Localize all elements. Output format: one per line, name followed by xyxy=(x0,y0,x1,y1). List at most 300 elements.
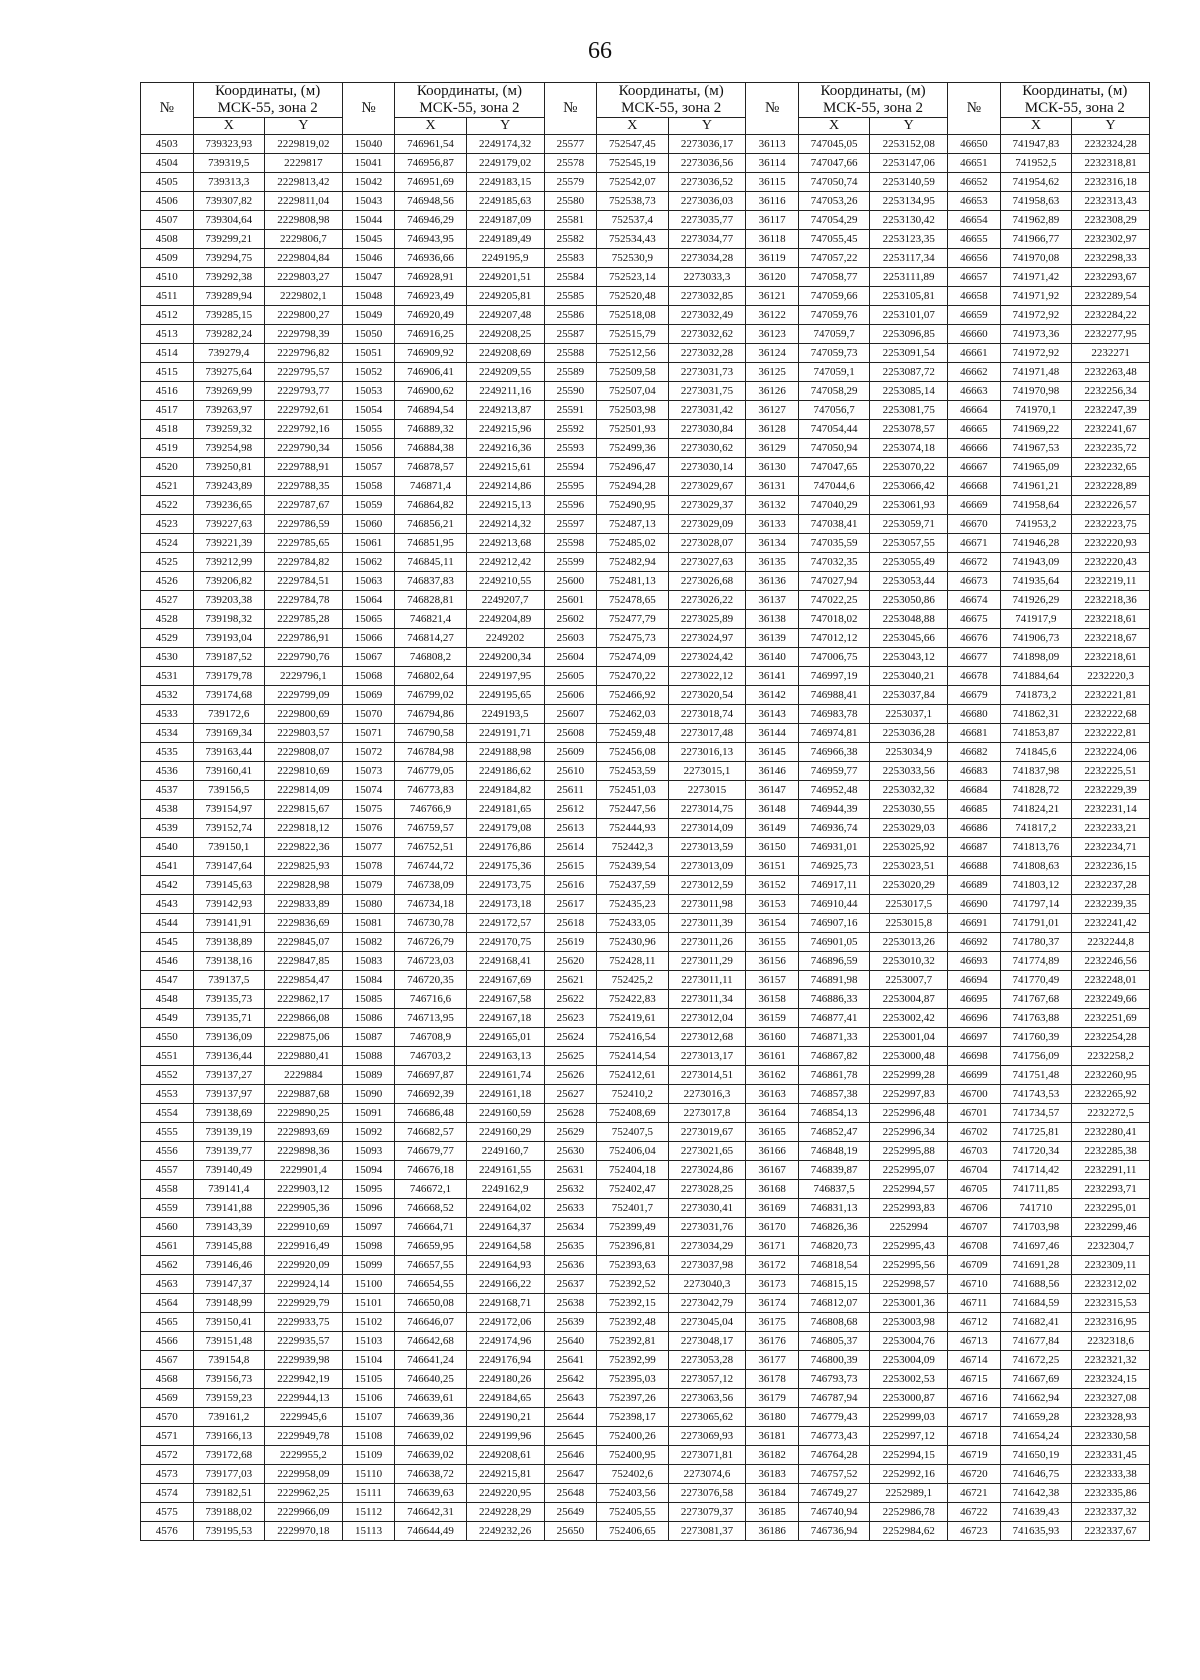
point-number-cell: 36145 xyxy=(746,743,799,762)
point-number-cell: 15097 xyxy=(342,1218,395,1237)
point-number-cell: 25616 xyxy=(544,876,597,895)
y-coordinate-cell: 2273016,3 xyxy=(668,1085,746,1104)
x-coordinate-cell: 741808,63 xyxy=(1000,857,1071,876)
point-number-cell: 4553 xyxy=(141,1085,194,1104)
y-coordinate-cell: 2232256,34 xyxy=(1072,382,1150,401)
y-coordinate-cell: 2232331,45 xyxy=(1072,1446,1150,1465)
table-row xyxy=(141,1484,1150,1503)
table-row xyxy=(141,800,1150,819)
x-coordinate-cell: 741824,21 xyxy=(1000,800,1071,819)
x-coordinate-cell: 741817,2 xyxy=(1000,819,1071,838)
y-coordinate-cell: 2229817 xyxy=(265,154,343,173)
point-number-cell: 15090 xyxy=(342,1085,395,1104)
point-number-cell: 25646 xyxy=(544,1446,597,1465)
point-number-cell: 4537 xyxy=(141,781,194,800)
table-row xyxy=(141,819,1150,838)
y-coordinate-cell: 2229785,28 xyxy=(265,610,343,629)
point-number-cell: 15104 xyxy=(342,1351,395,1370)
point-number-cell: 25638 xyxy=(544,1294,597,1313)
y-coordinate-cell: 2232302,97 xyxy=(1072,230,1150,249)
point-number-cell: 46684 xyxy=(948,781,1001,800)
y-coordinate-cell: 2253147,06 xyxy=(870,154,948,173)
point-number-cell: 46713 xyxy=(948,1332,1001,1351)
x-coordinate-cell: 746906,41 xyxy=(395,363,466,382)
point-number-cell: 36157 xyxy=(746,971,799,990)
x-coordinate-cell: 746946,29 xyxy=(395,211,466,230)
point-number-cell: 4523 xyxy=(141,515,194,534)
x-coordinate-cell: 741691,28 xyxy=(1000,1256,1071,1275)
x-coordinate-cell: 746952,48 xyxy=(798,781,869,800)
point-number-cell: 4530 xyxy=(141,648,194,667)
y-coordinate-cell: 2252999,28 xyxy=(870,1066,948,1085)
y-coordinate-cell: 2253017,5 xyxy=(870,895,948,914)
y-coordinate-cell: 2232260,95 xyxy=(1072,1066,1150,1085)
y-coordinate-cell: 2249180,26 xyxy=(466,1370,544,1389)
y-coordinate-cell: 2252997,83 xyxy=(870,1085,948,1104)
y-coordinate-cell: 2273026,68 xyxy=(668,572,746,591)
point-number-cell: 25634 xyxy=(544,1218,597,1237)
y-coordinate-cell: 2232218,61 xyxy=(1072,648,1150,667)
y-coordinate-cell: 2253029,03 xyxy=(870,819,948,838)
y-coordinate-cell: 2273029,09 xyxy=(668,515,746,534)
y-coordinate-cell: 2253037,84 xyxy=(870,686,948,705)
y-coordinate-cell: 2253053,44 xyxy=(870,572,948,591)
x-coordinate-cell: 746657,55 xyxy=(395,1256,466,1275)
y-coordinate-cell: 2273034,29 xyxy=(668,1237,746,1256)
y-coordinate-cell: 2249181,65 xyxy=(466,800,544,819)
x-coordinate-cell: 741720,34 xyxy=(1000,1142,1071,1161)
x-coordinate-cell: 752392,99 xyxy=(597,1351,668,1370)
table-row xyxy=(141,1427,1150,1446)
y-coordinate-cell: 2249184,65 xyxy=(466,1389,544,1408)
point-number-cell: 4540 xyxy=(141,838,194,857)
point-number-cell: 25612 xyxy=(544,800,597,819)
x-coordinate-cell: 752523,14 xyxy=(597,268,668,287)
y-coordinate-cell: 2232220,93 xyxy=(1072,534,1150,553)
point-number-cell: 25632 xyxy=(544,1180,597,1199)
x-coordinate-cell: 752395,03 xyxy=(597,1370,668,1389)
y-coordinate-cell: 2273032,85 xyxy=(668,287,746,306)
y-coordinate-cell: 2232218,61 xyxy=(1072,610,1150,629)
x-coordinate-cell: 739148,99 xyxy=(193,1294,264,1313)
point-number-cell: 25630 xyxy=(544,1142,597,1161)
point-number-cell: 46705 xyxy=(948,1180,1001,1199)
y-coordinate-cell: 2273014,09 xyxy=(668,819,746,838)
table-row xyxy=(141,971,1150,990)
y-coordinate-cell: 2232233,21 xyxy=(1072,819,1150,838)
point-number-cell: 25635 xyxy=(544,1237,597,1256)
x-coordinate-cell: 739259,32 xyxy=(193,420,264,439)
x-coordinate-cell: 741667,69 xyxy=(1000,1370,1071,1389)
table-row xyxy=(141,572,1150,591)
point-number-cell: 15061 xyxy=(342,534,395,553)
point-number-cell: 25582 xyxy=(544,230,597,249)
point-number-cell: 36150 xyxy=(746,838,799,857)
y-coordinate-cell: 2249166,22 xyxy=(466,1275,544,1294)
point-number-cell: 25580 xyxy=(544,192,597,211)
y-coordinate-cell: 2253048,88 xyxy=(870,610,948,629)
point-number-cell: 36123 xyxy=(746,325,799,344)
x-coordinate-cell: 741935,64 xyxy=(1000,572,1071,591)
y-coordinate-cell: 2273027,63 xyxy=(668,553,746,572)
point-number-cell: 46673 xyxy=(948,572,1001,591)
table-row xyxy=(141,724,1150,743)
x-coordinate-cell: 746983,78 xyxy=(798,705,869,724)
y-coordinate-cell: 2232218,36 xyxy=(1072,591,1150,610)
x-coordinate-cell: 747040,29 xyxy=(798,496,869,515)
point-number-cell: 15102 xyxy=(342,1313,395,1332)
x-coordinate-cell: 752435,23 xyxy=(597,895,668,914)
y-coordinate-cell: 2229818,12 xyxy=(265,819,343,838)
header-coordinates-cell xyxy=(597,83,746,118)
y-coordinate-cell: 2232218,67 xyxy=(1072,629,1150,648)
x-coordinate-cell: 747059,66 xyxy=(798,287,869,306)
x-coordinate-cell: 746734,18 xyxy=(395,895,466,914)
y-coordinate-cell: 2253140,59 xyxy=(870,173,948,192)
point-number-cell: 15040 xyxy=(342,135,395,154)
x-coordinate-cell: 752400,95 xyxy=(597,1446,668,1465)
y-coordinate-cell: 2249209,55 xyxy=(466,363,544,382)
x-coordinate-cell: 739172,68 xyxy=(193,1446,264,1465)
y-coordinate-cell: 2229828,98 xyxy=(265,876,343,895)
y-coordinate-cell: 2273081,37 xyxy=(668,1522,746,1541)
y-coordinate-cell: 2232254,28 xyxy=(1072,1028,1150,1047)
x-coordinate-cell: 747056,7 xyxy=(798,401,869,420)
y-coordinate-cell: 2249197,95 xyxy=(466,667,544,686)
x-coordinate-cell: 741662,94 xyxy=(1000,1389,1071,1408)
x-coordinate-cell: 739138,69 xyxy=(193,1104,264,1123)
header-coord-line2: МСК-55, зона 2 xyxy=(1024,100,1125,116)
table-row xyxy=(141,135,1150,154)
x-coordinate-cell: 739161,2 xyxy=(193,1408,264,1427)
point-number-cell: 46650 xyxy=(948,135,1001,154)
y-coordinate-cell: 2252995,07 xyxy=(870,1161,948,1180)
y-coordinate-cell: 2252993,83 xyxy=(870,1199,948,1218)
point-number-cell: 36164 xyxy=(746,1104,799,1123)
x-coordinate-cell: 741763,88 xyxy=(1000,1009,1071,1028)
table-row xyxy=(141,990,1150,1009)
point-number-cell: 15075 xyxy=(342,800,395,819)
table-row xyxy=(141,591,1150,610)
point-number-cell: 25609 xyxy=(544,743,597,762)
y-coordinate-cell: 2249174,96 xyxy=(466,1332,544,1351)
y-coordinate-cell: 2253101,07 xyxy=(870,306,948,325)
x-coordinate-cell: 746891,98 xyxy=(798,971,869,990)
point-number-cell: 4573 xyxy=(141,1465,194,1484)
x-coordinate-cell: 739136,44 xyxy=(193,1047,264,1066)
y-coordinate-cell: 2249200,34 xyxy=(466,648,544,667)
y-coordinate-cell: 2249168,41 xyxy=(466,952,544,971)
y-coordinate-cell: 2273012,04 xyxy=(668,1009,746,1028)
y-coordinate-cell: 2229825,93 xyxy=(265,857,343,876)
y-coordinate-cell: 2232327,08 xyxy=(1072,1389,1150,1408)
x-coordinate-cell: 746974,81 xyxy=(798,724,869,743)
x-coordinate-cell: 746854,13 xyxy=(798,1104,869,1123)
y-coordinate-cell: 2229814,09 xyxy=(265,781,343,800)
y-coordinate-cell: 2253050,86 xyxy=(870,591,948,610)
point-number-cell: 15084 xyxy=(342,971,395,990)
point-number-cell: 25650 xyxy=(544,1522,597,1541)
x-coordinate-cell: 739141,4 xyxy=(193,1180,264,1199)
table-row xyxy=(141,1313,1150,1332)
point-number-cell: 46658 xyxy=(948,287,1001,306)
y-coordinate-cell: 2232324,15 xyxy=(1072,1370,1150,1389)
x-coordinate-cell: 739289,94 xyxy=(193,287,264,306)
header-y-cell: Y xyxy=(466,118,544,135)
x-coordinate-cell: 739299,21 xyxy=(193,230,264,249)
point-number-cell: 46659 xyxy=(948,306,1001,325)
y-coordinate-cell: 2273030,62 xyxy=(668,439,746,458)
point-number-cell: 25614 xyxy=(544,838,597,857)
y-coordinate-cell: 2232293,67 xyxy=(1072,268,1150,287)
x-coordinate-cell: 741953,2 xyxy=(1000,515,1071,534)
x-coordinate-cell: 752401,7 xyxy=(597,1199,668,1218)
x-coordinate-cell: 739269,99 xyxy=(193,382,264,401)
y-coordinate-cell: 2252989,1 xyxy=(870,1484,948,1503)
x-coordinate-cell: 739212,99 xyxy=(193,553,264,572)
point-number-cell: 46718 xyxy=(948,1427,1001,1446)
x-coordinate-cell: 752433,05 xyxy=(597,914,668,933)
x-coordinate-cell: 752442,3 xyxy=(597,838,668,857)
point-number-cell: 46662 xyxy=(948,363,1001,382)
x-coordinate-cell: 746749,27 xyxy=(798,1484,869,1503)
point-number-cell: 15092 xyxy=(342,1123,395,1142)
point-number-cell: 36121 xyxy=(746,287,799,306)
y-coordinate-cell: 2229806,7 xyxy=(265,230,343,249)
x-coordinate-cell: 741780,37 xyxy=(1000,933,1071,952)
point-number-cell: 25628 xyxy=(544,1104,597,1123)
point-number-cell: 36122 xyxy=(746,306,799,325)
x-coordinate-cell: 752405,55 xyxy=(597,1503,668,1522)
point-number-cell: 4535 xyxy=(141,743,194,762)
point-number-cell: 15073 xyxy=(342,762,395,781)
y-coordinate-cell: 2273034,77 xyxy=(668,230,746,249)
table-row xyxy=(141,1522,1150,1541)
point-number-cell: 46720 xyxy=(948,1465,1001,1484)
x-coordinate-cell: 752444,93 xyxy=(597,819,668,838)
x-coordinate-cell: 746894,54 xyxy=(395,401,466,420)
y-coordinate-cell: 2232318,6 xyxy=(1072,1332,1150,1351)
y-coordinate-cell: 2249214,32 xyxy=(466,515,544,534)
point-number-cell: 4538 xyxy=(141,800,194,819)
point-number-cell: 15052 xyxy=(342,363,395,382)
point-number-cell: 46719 xyxy=(948,1446,1001,1465)
x-coordinate-cell: 752402,6 xyxy=(597,1465,668,1484)
point-number-cell: 46698 xyxy=(948,1047,1001,1066)
x-coordinate-cell: 746672,1 xyxy=(395,1180,466,1199)
point-number-cell: 25588 xyxy=(544,344,597,363)
x-coordinate-cell: 741961,21 xyxy=(1000,477,1071,496)
y-coordinate-cell: 2253000,87 xyxy=(870,1389,948,1408)
table-row xyxy=(141,458,1150,477)
y-coordinate-cell: 2229884 xyxy=(265,1066,343,1085)
y-coordinate-cell: 2273011,34 xyxy=(668,990,746,1009)
x-coordinate-cell: 747054,29 xyxy=(798,211,869,230)
y-coordinate-cell: 2232337,32 xyxy=(1072,1503,1150,1522)
x-coordinate-cell: 746720,35 xyxy=(395,971,466,990)
point-number-cell: 15106 xyxy=(342,1389,395,1408)
point-number-cell: 46678 xyxy=(948,667,1001,686)
point-number-cell: 4555 xyxy=(141,1123,194,1142)
point-number-cell: 4547 xyxy=(141,971,194,990)
y-coordinate-cell: 2232291,11 xyxy=(1072,1161,1150,1180)
point-number-cell: 46669 xyxy=(948,496,1001,515)
x-coordinate-cell: 752447,56 xyxy=(597,800,668,819)
x-coordinate-cell: 746910,44 xyxy=(798,895,869,914)
point-number-cell: 46723 xyxy=(948,1522,1001,1541)
x-coordinate-cell: 752503,98 xyxy=(597,401,668,420)
point-number-cell: 4558 xyxy=(141,1180,194,1199)
y-coordinate-cell: 2229966,09 xyxy=(265,1503,343,1522)
y-coordinate-cell: 2232226,57 xyxy=(1072,496,1150,515)
header-coord-line1: Координаты, (м) xyxy=(215,83,321,99)
x-coordinate-cell: 741703,98 xyxy=(1000,1218,1071,1237)
y-coordinate-cell: 2273030,84 xyxy=(668,420,746,439)
y-coordinate-cell: 2253032,32 xyxy=(870,781,948,800)
header-coord-line1: Координаты, (м) xyxy=(1022,83,1128,99)
x-coordinate-cell: 741714,42 xyxy=(1000,1161,1071,1180)
y-coordinate-cell: 2249208,69 xyxy=(466,344,544,363)
x-coordinate-cell: 746708,9 xyxy=(395,1028,466,1047)
y-coordinate-cell: 2253066,42 xyxy=(870,477,948,496)
point-number-cell: 25584 xyxy=(544,268,597,287)
y-coordinate-cell: 2232272,5 xyxy=(1072,1104,1150,1123)
header-row xyxy=(141,83,1150,118)
point-number-cell: 36140 xyxy=(746,648,799,667)
point-number-cell: 36146 xyxy=(746,762,799,781)
y-coordinate-cell: 2273034,28 xyxy=(668,249,746,268)
x-coordinate-cell: 741697,46 xyxy=(1000,1237,1071,1256)
point-number-cell: 36183 xyxy=(746,1465,799,1484)
x-coordinate-cell: 747038,41 xyxy=(798,515,869,534)
table-row xyxy=(141,173,1150,192)
point-number-cell: 46657 xyxy=(948,268,1001,287)
point-number-cell: 4532 xyxy=(141,686,194,705)
y-coordinate-cell: 2232234,71 xyxy=(1072,838,1150,857)
point-number-cell: 4504 xyxy=(141,154,194,173)
x-coordinate-cell: 752485,02 xyxy=(597,534,668,553)
point-number-cell: 15057 xyxy=(342,458,395,477)
x-coordinate-cell: 739163,44 xyxy=(193,743,264,762)
point-number-cell: 36186 xyxy=(746,1522,799,1541)
y-coordinate-cell: 2273013,59 xyxy=(668,838,746,857)
point-number-cell: 36125 xyxy=(746,363,799,382)
x-coordinate-cell: 741688,56 xyxy=(1000,1275,1071,1294)
x-coordinate-cell: 739139,19 xyxy=(193,1123,264,1142)
y-coordinate-cell: 2249161,74 xyxy=(466,1066,544,1085)
x-coordinate-cell: 741734,57 xyxy=(1000,1104,1071,1123)
y-coordinate-cell: 2252994,57 xyxy=(870,1180,948,1199)
point-number-cell: 25602 xyxy=(544,610,597,629)
point-number-cell: 15093 xyxy=(342,1142,395,1161)
y-coordinate-cell: 2249186,62 xyxy=(466,762,544,781)
y-coordinate-cell: 2253020,29 xyxy=(870,876,948,895)
point-number-cell: 36142 xyxy=(746,686,799,705)
point-number-cell: 46700 xyxy=(948,1085,1001,1104)
table-row xyxy=(141,515,1150,534)
y-coordinate-cell: 2249163,13 xyxy=(466,1047,544,1066)
table-row xyxy=(141,667,1150,686)
y-coordinate-cell: 2229955,2 xyxy=(265,1446,343,1465)
y-coordinate-cell: 2273036,56 xyxy=(668,154,746,173)
x-coordinate-cell: 739139,77 xyxy=(193,1142,264,1161)
y-coordinate-cell: 2253034,9 xyxy=(870,743,948,762)
x-coordinate-cell: 741971,92 xyxy=(1000,287,1071,306)
y-coordinate-cell: 2249204,89 xyxy=(466,610,544,629)
point-number-cell: 46652 xyxy=(948,173,1001,192)
x-coordinate-cell: 746856,21 xyxy=(395,515,466,534)
x-coordinate-cell: 746812,07 xyxy=(798,1294,869,1313)
table-row xyxy=(141,287,1150,306)
y-coordinate-cell: 2249220,95 xyxy=(466,1484,544,1503)
y-coordinate-cell: 2253010,32 xyxy=(870,952,948,971)
y-coordinate-cell: 2273025,89 xyxy=(668,610,746,629)
x-coordinate-cell: 746764,28 xyxy=(798,1446,869,1465)
y-coordinate-cell: 2229784,78 xyxy=(265,591,343,610)
point-number-cell: 25621 xyxy=(544,971,597,990)
coordinates-table xyxy=(140,82,1150,1541)
y-coordinate-cell: 2249172,06 xyxy=(466,1313,544,1332)
table-row xyxy=(141,1294,1150,1313)
point-number-cell: 15105 xyxy=(342,1370,395,1389)
y-coordinate-cell: 2273024,42 xyxy=(668,648,746,667)
x-coordinate-cell: 746901,05 xyxy=(798,933,869,952)
point-number-cell: 4543 xyxy=(141,895,194,914)
point-number-cell: 25644 xyxy=(544,1408,597,1427)
y-coordinate-cell: 2249179,08 xyxy=(466,819,544,838)
point-number-cell: 46692 xyxy=(948,933,1001,952)
point-number-cell: 4565 xyxy=(141,1313,194,1332)
y-coordinate-cell: 2232244,8 xyxy=(1072,933,1150,952)
x-coordinate-cell: 741947,83 xyxy=(1000,135,1071,154)
y-coordinate-cell: 2252994,15 xyxy=(870,1446,948,1465)
point-number-cell: 46691 xyxy=(948,914,1001,933)
point-number-cell: 36133 xyxy=(746,515,799,534)
point-number-cell: 25619 xyxy=(544,933,597,952)
x-coordinate-cell: 752537,4 xyxy=(597,211,668,230)
header-x-cell: X xyxy=(193,118,264,135)
y-coordinate-cell: 2232224,06 xyxy=(1072,743,1150,762)
point-number-cell: 36185 xyxy=(746,1503,799,1522)
point-number-cell: 4507 xyxy=(141,211,194,230)
x-coordinate-cell: 747059,73 xyxy=(798,344,869,363)
point-number-cell: 25613 xyxy=(544,819,597,838)
x-coordinate-cell: 739141,91 xyxy=(193,914,264,933)
point-number-cell: 46677 xyxy=(948,648,1001,667)
x-coordinate-cell: 741966,77 xyxy=(1000,230,1071,249)
point-number-cell: 25593 xyxy=(544,439,597,458)
x-coordinate-cell: 746759,57 xyxy=(395,819,466,838)
y-coordinate-cell: 2273045,04 xyxy=(668,1313,746,1332)
y-coordinate-cell: 2249161,55 xyxy=(466,1161,544,1180)
x-coordinate-cell: 739254,98 xyxy=(193,439,264,458)
point-number-cell: 15063 xyxy=(342,572,395,591)
point-number-cell: 36158 xyxy=(746,990,799,1009)
point-number-cell: 4571 xyxy=(141,1427,194,1446)
y-coordinate-cell: 2232221,81 xyxy=(1072,686,1150,705)
x-coordinate-cell: 746639,36 xyxy=(395,1408,466,1427)
x-coordinate-cell: 746826,36 xyxy=(798,1218,869,1237)
point-number-cell: 15083 xyxy=(342,952,395,971)
table-row xyxy=(141,952,1150,971)
x-coordinate-cell: 752534,43 xyxy=(597,230,668,249)
point-number-cell: 25600 xyxy=(544,572,597,591)
y-coordinate-cell: 2249201,51 xyxy=(466,268,544,287)
y-coordinate-cell: 2232316,18 xyxy=(1072,173,1150,192)
x-coordinate-cell: 746726,79 xyxy=(395,933,466,952)
y-coordinate-cell: 2229833,89 xyxy=(265,895,343,914)
table-row xyxy=(141,306,1150,325)
